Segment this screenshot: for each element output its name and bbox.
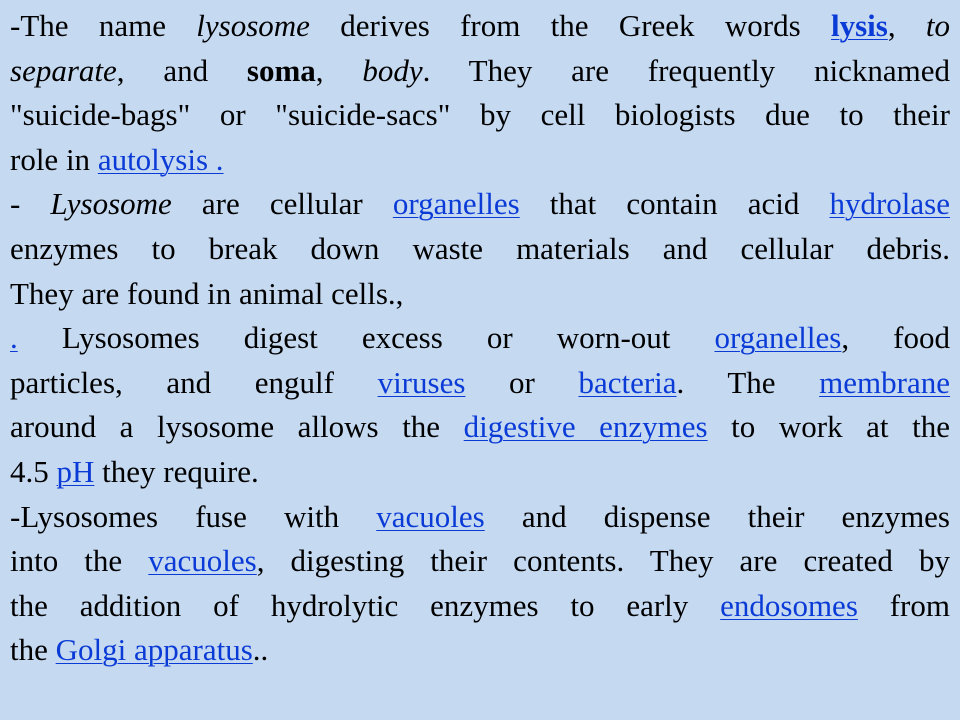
paragraph-4-line-1 (10, 495, 950, 540)
text: particles, and engulf (10, 364, 378, 400)
text: the (10, 632, 56, 668)
text-italic: to (925, 8, 951, 43)
paragraph-3-line-1 (10, 316, 950, 361)
text: and dispense their enzymes (484, 498, 950, 534)
paragraph-1-line-1 (10, 4, 950, 49)
text-italic: body (362, 52, 423, 88)
text: . The (676, 364, 820, 400)
paragraph-1-line-3 (10, 93, 950, 138)
link-golgi-apparatus[interactable]: Golgi apparatus (55, 632, 253, 668)
text: , (315, 52, 363, 88)
text: Lysosomes digest excess or worn-out (17, 320, 715, 356)
paragraph-2-line-2 (10, 227, 950, 272)
text: the addition of hydrolytic enzymes to early (10, 587, 721, 623)
link-digestive-enzymes[interactable]: digestive enzymes (463, 409, 708, 445)
text: around a lysosome allows the (10, 409, 464, 445)
paragraph-4-line-4 (10, 628, 950, 673)
paragraph-3-line-4 (10, 450, 950, 495)
link-endosomes[interactable]: endosomes (720, 587, 858, 623)
text-italic: separate (10, 52, 117, 88)
text: they require. (94, 453, 259, 489)
paragraph-3-line-3 (10, 405, 950, 450)
link-vacuoles[interactable]: vacuoles (376, 498, 485, 534)
link-viruses[interactable]: viruses (377, 364, 466, 400)
text: -The name (10, 8, 197, 43)
text: -Lysosomes fuse with (10, 498, 377, 534)
paragraph-2-line-3 (10, 272, 950, 317)
text: into the (10, 543, 149, 579)
text-italic: Lysosome (50, 186, 172, 222)
text: that contain acid (519, 186, 830, 222)
link-dot[interactable]: . (10, 320, 18, 356)
text: or (465, 364, 579, 400)
link-hydrolase[interactable]: hydrolase (829, 186, 950, 222)
text: They are found in animal cells., (10, 275, 404, 311)
paragraph-3-line-2 (10, 361, 950, 406)
link-autolysis[interactable]: autolysis . (97, 141, 224, 177)
text: , food (841, 320, 951, 356)
text: "suicide-bags" or "suicide-sacs" by cell biologists due to their (10, 97, 950, 133)
text: to work at the (707, 409, 950, 445)
text: , and (116, 52, 247, 88)
text: enzymes to break down waste materials and cellular debris. (10, 230, 950, 266)
text: - (10, 186, 51, 222)
link-vacuoles-2[interactable]: vacuoles (148, 543, 257, 579)
link-membrane[interactable]: membrane (819, 364, 950, 400)
text: role in (10, 141, 98, 177)
text: .. (252, 632, 269, 668)
text: derives from the Greek words (309, 8, 831, 43)
link-organelles-2[interactable]: organelles (714, 320, 842, 356)
link-organelles[interactable]: organelles (392, 186, 520, 222)
paragraph-1-line-2 (10, 49, 950, 94)
link-bacteria[interactable]: bacteria (578, 364, 677, 400)
text: , digesting their contents. They are created by (256, 543, 950, 579)
paragraph-2-line-1 (10, 182, 950, 227)
text: , (887, 8, 926, 43)
paragraph-4-line-2 (10, 539, 950, 584)
text: from (857, 587, 950, 623)
paragraph-4-line-3 (10, 584, 950, 629)
link-lysis[interactable]: lysis (830, 8, 888, 43)
text: 4.5 (10, 453, 57, 489)
paragraph-1-line-4 (10, 138, 950, 183)
link-ph[interactable]: pH (56, 453, 95, 489)
text-italic: lysosome (196, 8, 310, 43)
text: are cellular (171, 186, 393, 222)
text: . They are frequently nicknamed (422, 52, 950, 88)
text-bold: soma (246, 52, 316, 88)
